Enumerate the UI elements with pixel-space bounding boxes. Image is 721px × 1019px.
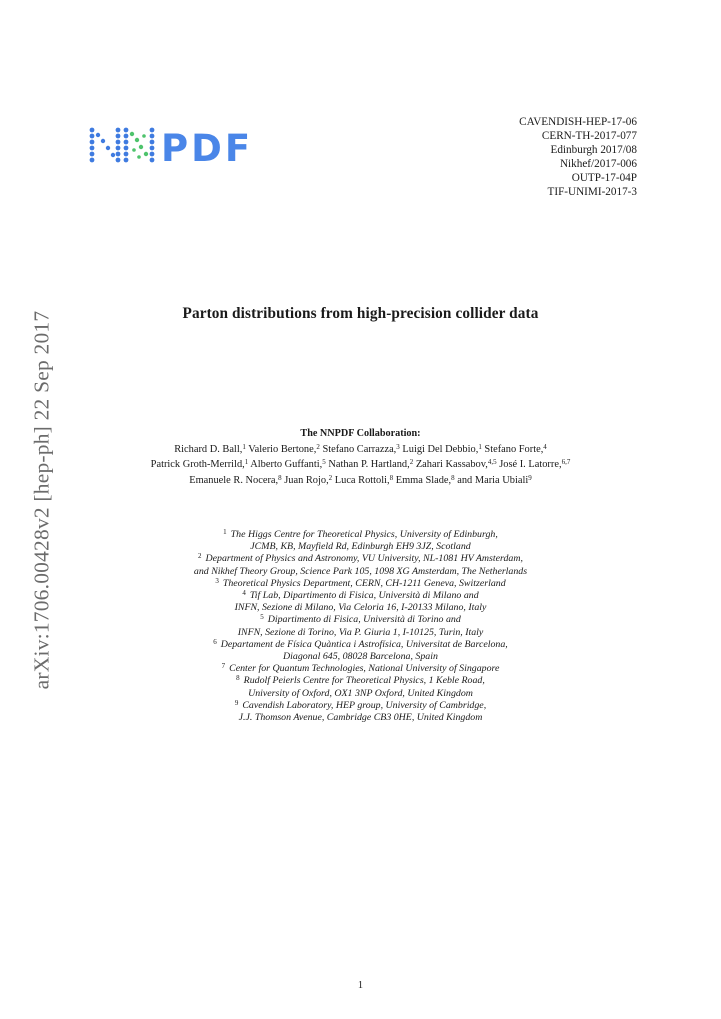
affiliation-marker: 2 [316, 443, 320, 451]
author-name: Patrick Groth-Merrild, [150, 459, 245, 471]
affiliation-line [0, 675, 721, 687]
affiliation-line [0, 602, 721, 614]
affiliation-number: 4 [242, 589, 246, 598]
author-name: Luca Rottoli, [334, 474, 390, 486]
author-line [0, 457, 721, 472]
affiliation-text: Department of Physics and Astronomy, VU University, NL-1081 HV Amsterdam, [205, 553, 523, 565]
logo-graphic [89, 126, 271, 170]
paper-title: Parton distributions from high-precision collider data [182, 305, 539, 322]
affiliation-number: 9 [234, 698, 239, 707]
report-numbers [519, 115, 637, 200]
affiliation-line [0, 712, 721, 724]
affiliation-number: 1 [223, 528, 227, 536]
affiliation-marker: 6,7 [561, 458, 571, 467]
author-name: Emanuele R. Nocera, [189, 474, 279, 486]
affiliation-text: Tif Lab, Dipartimento di Fisica, Università di Milano and [249, 590, 479, 602]
affiliation-line [0, 651, 721, 663]
affiliation-text: The Higgs Centre for Theoretical Physics, University of Edinburgh, [230, 529, 498, 540]
affiliation-text: Rudolf Peierls Centre for Theoretical Physics, 1 Keble Road, [243, 675, 485, 687]
report-number: CAVENDISH-HEP-17-06 [519, 116, 637, 128]
author-name: Valerio Bertone, [248, 444, 317, 455]
author-name: Luigi Del Debbio, [402, 444, 479, 455]
affiliation-marker: 5 [322, 458, 326, 467]
affiliation-marker: 3 [396, 443, 400, 451]
author-name: José I. Latorre, [499, 459, 562, 471]
affiliation-text: Center for Quantum Technologies, National University of Singapore [229, 663, 500, 675]
author-name: Nathan P. Hartland, [328, 459, 410, 471]
affiliation-marker: 2 [409, 458, 414, 467]
affiliation-text: Theoretical Physics Department, CERN, CH-1211 Geneva, Switzerland [222, 577, 506, 589]
affiliation-line [0, 639, 721, 651]
affiliation-list [0, 529, 721, 724]
author-name: Juan Rojo, [284, 474, 329, 486]
affiliation-number: 2 [198, 552, 202, 561]
author-name: Emma Slade, [395, 474, 452, 486]
affiliation-line [0, 688, 721, 700]
affiliation-text: and Nikhef Theory Group, Science Park 105, 1098 XG Amsterdam, The Netherlands [193, 565, 528, 577]
affiliation-line [0, 663, 721, 675]
logo-dotted-letters [90, 128, 155, 163]
affiliation-marker: 2 [328, 473, 333, 482]
affiliation-number: 5 [260, 613, 264, 622]
affiliation-line [0, 590, 721, 602]
nnpdf-logo [89, 126, 271, 170]
report-number: TIF-UNIMI-2017-3 [547, 186, 637, 199]
report-number: Edinburgh 2017/08 [550, 144, 637, 157]
affiliation-line [0, 529, 721, 541]
affiliation-line [0, 541, 721, 553]
affiliation-marker: 8 [278, 473, 282, 482]
report-number: OUTP-17-04P [571, 172, 637, 185]
affiliation-number: 6 [213, 637, 217, 646]
report-number: CERN-TH-2017-077 [541, 130, 637, 143]
affiliation-text: University of Oxford, OX1 3NP Oxford, United Kingdom [248, 687, 473, 699]
affiliation-text: Cavendish Laboratory, HEP group, University of Cambridge, [242, 699, 487, 711]
author-name: Zahari Kassabov, [415, 459, 488, 471]
affiliation-text: J.J. Thomson Avenue, Cambridge CB3 0HE, United Kingdom [238, 712, 483, 724]
author-name: and Maria Ubiali [457, 474, 529, 486]
affiliation-text: Departament de Física Quàntica i Astrofísica, Universitat de Barcelona, [220, 638, 508, 650]
affiliation-marker: 1 [244, 458, 249, 467]
affiliation-marker: 8 [451, 473, 455, 482]
affiliation-line [0, 578, 721, 590]
affiliation-marker: 1 [478, 443, 482, 451]
affiliation-marker: 4,5 [487, 458, 497, 467]
affiliation-line [0, 627, 721, 639]
affiliation-line [0, 700, 721, 712]
arxiv-identifier-stamp: arXiv:1706.00428v2 [hep-ph] 22 Sep 2017 [29, 310, 54, 690]
affiliation-number: 3 [215, 576, 219, 585]
author-name: Stefano Forte, [484, 444, 544, 455]
affiliation-text: Diagonal 645, 08028 Barcelona, Spain [283, 651, 438, 663]
affiliation-marker: 4 [543, 443, 547, 451]
affiliation-marker: 8 [389, 473, 394, 482]
author-line [0, 442, 721, 457]
affiliation-marker: 1 [242, 443, 246, 451]
affiliation-number: 7 [221, 662, 226, 671]
affiliation-line [0, 614, 721, 626]
affiliation-line [0, 553, 721, 565]
author-name: Alberto Guffanti, [250, 459, 323, 471]
author-line [0, 473, 721, 488]
affiliation-text: INFN, Sezione di Milano, Via Celoria 16, I-20133 Milano, Italy [234, 602, 487, 614]
affiliation-text: INFN, Sezione di Torino, Via P. Giuria 1, I-10125, Turin, Italy [237, 626, 484, 638]
report-number: Nikhef/2017-006 [559, 158, 637, 171]
affiliation-text: JCMB, KB, Mayfield Rd, Edinburgh EH9 3JZ, Scotland [250, 541, 471, 553]
author-name: Stefano Carrazza, [322, 444, 397, 455]
page-number: 1 [357, 980, 364, 991]
affiliation-number: 8 [236, 674, 240, 683]
affiliation-text: Dipartimento di Fisica, Università di Torino and [267, 614, 461, 626]
logo-wordmark: PDF [161, 127, 254, 170]
author-list [0, 442, 721, 488]
collaboration-heading: The NNPDF Collaboration: [300, 428, 421, 439]
author-name: Richard D. Ball, [174, 444, 243, 455]
affiliation-marker: 9 [528, 473, 532, 482]
affiliation-line [0, 566, 721, 578]
